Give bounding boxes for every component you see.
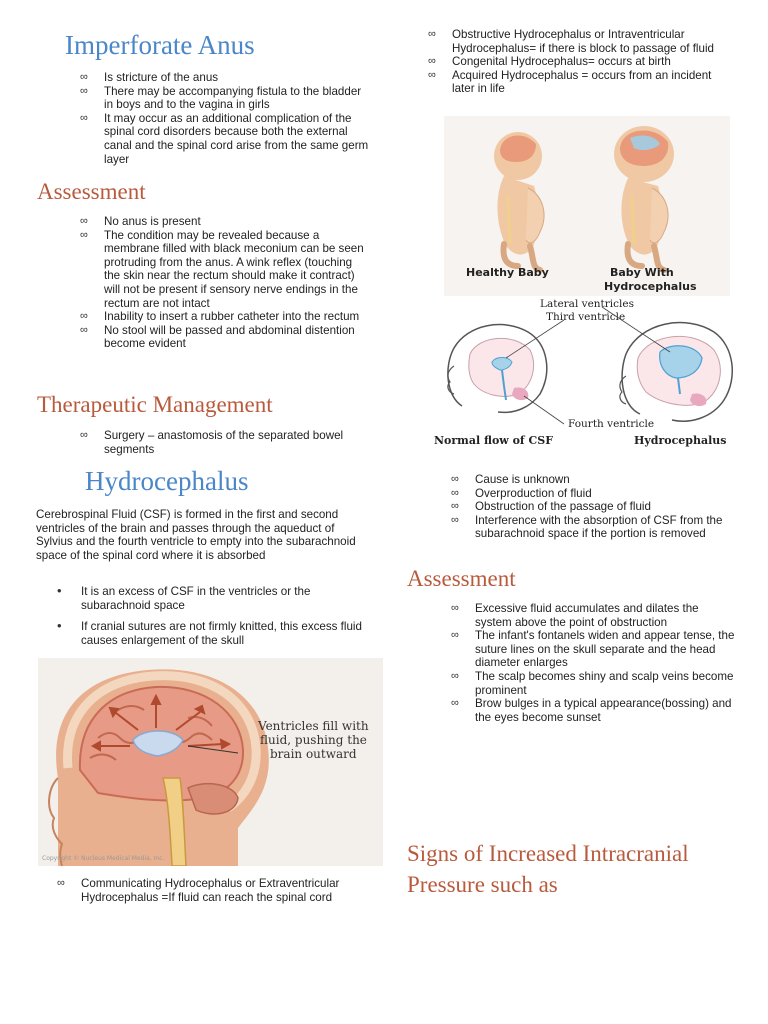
infinity-bullet-icon: ∞ <box>80 84 88 97</box>
assessment-heading-left: Assessment <box>37 179 146 204</box>
csf-paragraph: Cerebrospinal Fluid (CSF) is formed in the first and second ventricles of the brain and passes through the aqueduct of Sylvius and the fourth ventricle to empty into the subarachnoid space of the spinal cord where it is absorbed <box>36 508 356 562</box>
cause-bullet-list <box>451 473 736 541</box>
infinity-bullet-icon: ∞ <box>451 697 459 710</box>
signs-icp-heading: Signs of Increased Intracranial Pressure such as <box>407 841 689 897</box>
healthy-baby-label: Healthy Baby <box>466 266 549 279</box>
brain-cross-section-illustration <box>38 658 383 866</box>
infinity-bullet-icon: ∞ <box>451 513 459 526</box>
infinity-bullet-icon: ∞ <box>80 310 88 323</box>
list-item: • It is an excess of CSF in the ventricles or the subarachnoid space <box>57 583 311 612</box>
infinity-bullet-icon: ∞ <box>428 28 436 40</box>
infinity-bullet-icon: ∞ <box>428 68 436 81</box>
list-item: ∞ Overproduction of fluid <box>451 486 592 500</box>
list-item: ∞ Congenital Hydrocephalus= occurs at birth <box>428 55 671 69</box>
csf-flow-illustration <box>434 296 742 448</box>
list-item: ∞ No stool will be passed and abdominal distention become evident <box>80 323 355 351</box>
hydro-types-list <box>428 28 728 96</box>
hydrocephalus-title: Hydrocephalus <box>85 466 249 496</box>
hydrocephalus-head-label: Hydrocephalus <box>634 434 727 447</box>
infinity-bullet-icon: ∞ <box>80 429 88 441</box>
infinity-bullet-icon: ∞ <box>428 55 436 68</box>
infinity-bullet-icon: ∞ <box>80 228 88 241</box>
normal-flow-label: Normal flow of CSF <box>434 434 554 447</box>
list-item: ∞ Cause is unknown <box>451 473 570 486</box>
figure-caption-line3: brain outward <box>270 747 357 761</box>
list-item: ∞ The condition may be revealed because a membrane filled with black meconium can be seen protruding from the anus. A wink reflex (touching the skin near the rectum should make it contract) will not be present if sensory nerve endings in the rectum are not intact <box>80 228 364 310</box>
figure-caption-line1: Ventricles fill with <box>258 719 369 733</box>
infinity-bullet-icon: ∞ <box>57 877 65 889</box>
list-item: ∞ There may be accompanying fistula to the bladder in boys and to the vagina in girls <box>80 84 362 112</box>
third-ventricle-label: Third ventricle <box>546 311 626 323</box>
list-item: • If cranial sutures are not firmly knitted, this excess fluid causes enlargement of the skull <box>57 618 362 647</box>
infinity-bullet-icon: ∞ <box>80 111 88 124</box>
list-item: ∞ Excessive fluid accumulates and dilates the system above the point of obstruction <box>451 602 699 629</box>
infinity-bullet-icon: ∞ <box>451 500 459 513</box>
assessment-heading-right: Assessment <box>407 566 516 591</box>
dot-bullet-icon: • <box>57 618 62 634</box>
baby-comparison-figure <box>444 116 730 298</box>
infinity-bullet-icon: ∞ <box>451 602 459 614</box>
infinity-bullet-icon: ∞ <box>451 473 459 485</box>
list-item: ∞ It may occur as an additional complication of the spinal cord disorders because both the external canal and the spinal cord arise from the same germ layer <box>80 111 369 166</box>
infinity-bullet-icon: ∞ <box>451 629 459 642</box>
list-item: ∞ No anus is present <box>80 215 201 228</box>
figure-copyright: Copyright © Nucleus Medical Media, Inc. <box>42 855 165 862</box>
anus-bullet-list <box>80 71 370 166</box>
list-item: ∞ Surgery – anastomosis of the separated bowel segments <box>80 429 344 456</box>
communicating-bullet-list <box>57 877 367 904</box>
hydro-baby-label-line2: Hydrocephalus <box>604 280 697 293</box>
list-item: ∞ Acquired Hydrocephalus = occurs from an incident later in life <box>428 68 712 96</box>
infinity-bullet-icon: ∞ <box>451 486 459 499</box>
infinity-bullet-icon: ∞ <box>80 323 88 336</box>
assessment-bullet-list-right <box>451 602 736 724</box>
therapeutic-bullet-list <box>80 429 370 456</box>
fourth-ventricle-label: Fourth ventricle <box>568 418 655 430</box>
normal-head-illustration <box>448 325 547 413</box>
figure-caption-line2: fluid, pushing the <box>260 733 367 747</box>
list-item: ∞ Obstruction of the passage of fluid <box>451 500 651 514</box>
list-item: ∞ Is stricture of the anus <box>80 71 219 84</box>
imperforate-anus-title: Imperforate Anus <box>65 30 255 60</box>
infinity-bullet-icon: ∞ <box>80 71 88 83</box>
list-item: ∞ Interference with the absorption of CSF from the subarachnoid space if the portion is removed <box>451 513 723 541</box>
lateral-ventricles-label: Lateral ventricles <box>540 298 634 310</box>
therapeutic-management-heading: Therapeutic Management <box>37 392 273 417</box>
list-item: ∞ Inability to insert a rubber catheter into the rectum <box>80 310 360 324</box>
dot-bullet-icon: • <box>57 583 62 598</box>
list-item: ∞ Communicating Hydrocephalus or Extraventricular Hydrocephalus =If fluid can reach the spinal cord <box>57 877 340 904</box>
brain-ventricles-figure <box>38 658 383 866</box>
list-item: ∞ Brow bulges in a typical appearance(bossing) and the eyes become sunset <box>451 697 732 724</box>
infinity-bullet-icon: ∞ <box>80 215 88 227</box>
hydro-baby-label-line1: Baby With <box>610 266 674 279</box>
infinity-bullet-icon: ∞ <box>451 669 459 682</box>
baby-comparison-illustration <box>444 116 730 298</box>
list-item: ∞ The infant's fontanels widen and appear tense, the suture lines on the skull separate and the head diameter enlarges <box>451 629 735 670</box>
csf-flow-figure <box>434 296 742 448</box>
list-item: ∞ The scalp becomes shiny and scalp veins become prominent <box>451 669 734 697</box>
hydro-definition-list <box>57 585 367 647</box>
assessment-bullet-list-left <box>80 215 370 351</box>
list-item: ∞ Obstructive Hydrocephalus or Intraventricular Hydrocephalus= if there is block to passage of fluid <box>428 28 714 55</box>
